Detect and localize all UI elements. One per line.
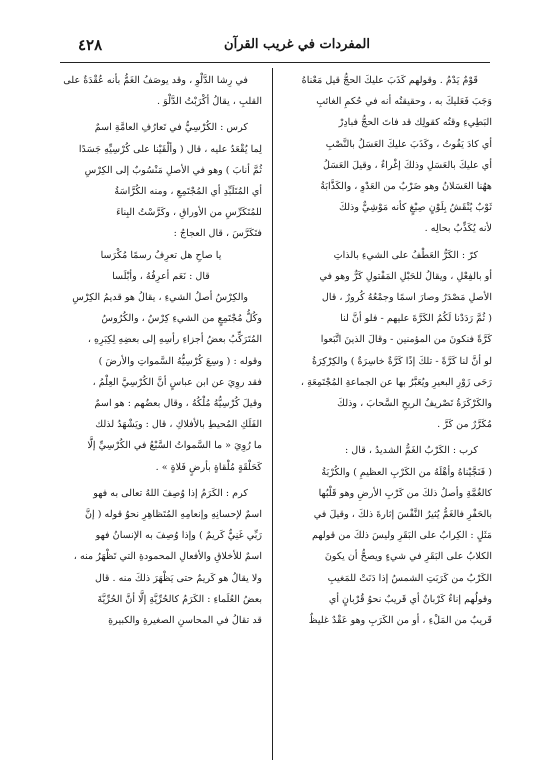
left-column [60,70,262,631]
poem-verse: يا صاحِ هل تعرِفُ رسمًا مُكْرَسا قال : نَعَم أعرِفُهُ ، وأبْلَسا [100,249,222,282]
column-divider [272,68,273,760]
entry-karam: كرم : الكَرَمُ إذا وُصِفَ اللهُ تعالى به فهو اسمٌ لإحسانِهِ وإنعامِهِ المُتَظاهِرِ نحوُ قوله ( إنَّ رَبِّي غَنِيٌّ كَريمٌ ) وإذا وُصِفَ به الإنسانُ فهو اسمٌ للأخلاقِ والأفعالِ المحمودةِ التي تَظْهَرُ منه ، ولا يقالُ هو كَريمٌ حتى يَظْهَرَ ذلكَ منه . قال بعضُ العُلَماءِ : الكَرَمُ كالحُرِّيَّةِ إلَّا أنَّ الحُرِّيَّةَ قد تقالُ في المحاسنِ الصغيرةِ والكبيرةِ [73,487,262,627]
page-number: ٤٢٨ [78,36,103,54]
entry-kurs: كرس : الكُرْسِيُّ في تَعارُفِ العامَّةِ اسمٌ لِما يُقْعَدُ عليه ، قال ( وألْقَيْنا على كُرْسِيِّهِ جَسَدًا ثُمَّ أنابَ ) وهو في الأصلِ مَنْسُوبٌ إلى الكِرْسِ أي المُتَلَبِّدِ أي المُجْتَمِعِ ، ومنه الكُرَّاسَةُ للمُتَكَرِّسِ من الأوراقِ ، وكَرَّسْتُ البِناءَ فتَكَرَّسَ ، قال العجاجُ : [78,122,262,240]
entry-kadhab-end: قَوْمٌ يَدْمُ . وقولهم كَذَبَ عليكَ الحجُّ قيل مَعْناهُ وَجَبَ فَعَليكَ به ، وحقيقتُه أنه في حُكمِ الغائبِ البَطِيءِ وقتُه كقولِك قد فاتَ الحجُّ فبادِرْ أي كادَ يَفُوتُ ، وكَذَبَ عليكَ العَسَلُ بالنَّصْبِ أي عليكَ بالعَسَلِ وذلكَ إغْراءٌ ، وقيلَ العَسَلُ ههُنا العَسَلانُ وهو ضَرْبٌ من العَدْوِ ، والكَذَّابَةُ ثَوْبٌ يُنْقَشُ بِلَوْنٍ صِبْغٍ كأنه مَوْشِيٌّ وذلكَ لأنه يُكَذِّبُ بحالِه . [301,75,492,235]
entry-karb-continued: في رِشا الدَّلْوِ ، وقد يوصَفُ الغَمُّ بأنه عُقْدَةٌ على القلبِ ، يقالُ أكْرَبْتُ الدَّلْوَ . [63,75,262,108]
page-header [60,32,490,56]
entry-karb: كرب : الكَرْبُ الغَمُّ الشديدُ ، قال : ( فَنَجَّيْناهُ وأهْلَهُ من الكَرْبِ العظيمِ ) والكُرْبَةُ كالغُمَّةِ وأصلُ ذلكَ من كَرْبِ الأرضِ وهو قَلْبُها بالحَفْرِ فالغَمُّ يُثيرُ النَّفْسَ إثارةَ ذلكَ ، وقيلَ في مَثَلٍ : الكِرابُ على البَقَرِ وليسَ ذلكَ من قولهم الكلابُ على البَقَرِ في شيءٍ ويصحُّ أن يكونَ الكَرْبُ من كَرَبَتِ الشمسُ إذا دَنَتْ للمَغيبِ وقولُهم إناءٌ كَرْبانٌ أي قَريبٌ نحوُ قُرْبانٍ أي قَريبٌ من المَلْءِ ، أو من الكَرَبِ وهو عَقْدٌ غليظٌ [308,445,492,627]
header-rule [60,62,490,63]
right-column [290,70,492,631]
running-title: المفردات في غريب القرآن [224,37,370,52]
entry-karr: كرّ : الكَرُّ العَطْفُ على الشيءِ بالذاتِ أو بالفِعْلِ ، ويقالُ للحَبْلِ المَفْتولِ كَرٌّ وهو في الأصلِ مَصْدَرٌ وصارَ اسمًا وجمْعُهُ كُرورٌ ، قال ( ثُمَّ رَدَدْنا لَكُمُ الكَرَّةَ عليهم - فلو أنَّ لنا كَرَّةً فنكونَ من المؤمنين - وقالَ الذينَ اتَّبَعوا لو أنَّ لنا كَرَّةً - تلكَ إذًا كَرَّةٌ خاسِرَةٌ ) والكِرْكِرَةُ رَحَى زَوْرِ البعيرِ ويُعَبَّرُ بها عن الجماعةِ المُجْتَمِعَةِ ، والكَرْكَرَةُ تَصْريفُ الريحِ السَّحابَ ، وذلكَ مُكَرَّرٌ من كَرَّ . [300,249,492,431]
entry-kurs-continued: والكِرْسُ أصلُ الشيءِ ، يقالُ هو قديمُ الكِرْسِ وكُلُّ مُجْتَمِعٍ من الشيءِ كِرْسٌ ، والكُرُوسُ المُتَرَكِّبُ بعضُ أجزاءِ رأسِهِ إلى بعضِهِ لِكِبَرِهِ ، وقوله : ( وسِعَ كُرْسِيُّهُ السَّمواتِ والأرضَ ) فقد روِيَ عن ابن عباسٍ أنَّ الكُرْسِيَّ العِلْمُ ، وقيلَ كُرْسِيُّهُ مُلْكُهُ ، وقال بعضُهم : هو اسمٌ الفَلَكِ المُحيطِ بالأفلاكِ ، قال : ويَشْهَدُ لذلك ما رُوِيَ « ما السَّمواتُ السَّبْعُ في الكُرْسِيِّ إلَّا كَحَلْقَةٍ مُلْقاةٍ بأرضٍ فَلاةٍ » . [72,292,262,473]
